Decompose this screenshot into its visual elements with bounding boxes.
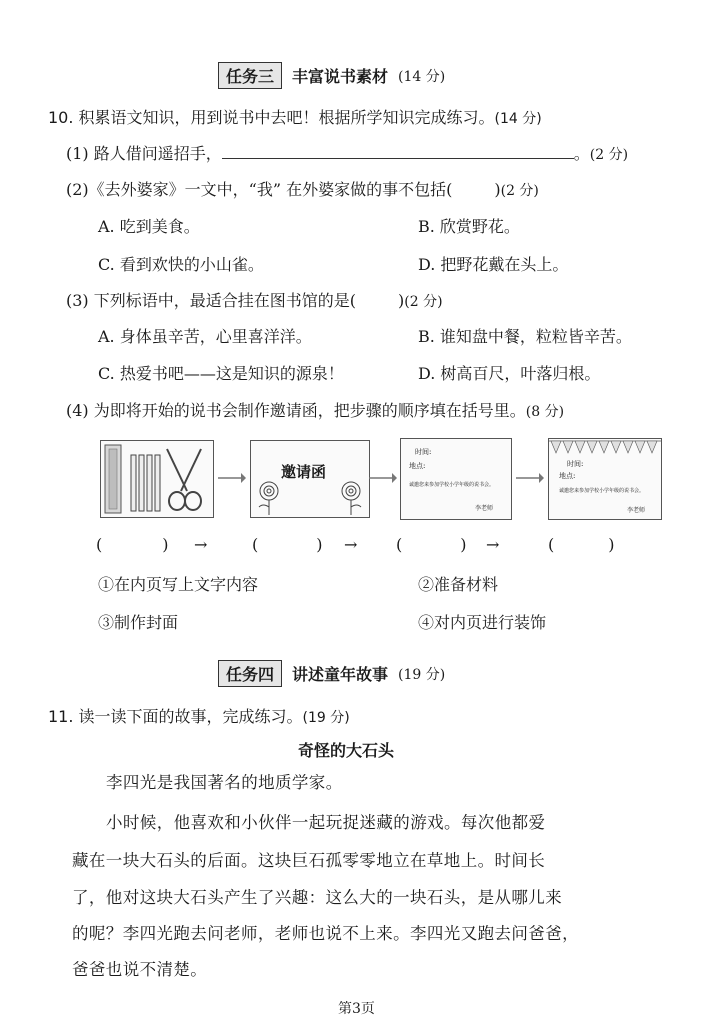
story-line-5: 的呢？李四光跑去问老师，老师也说不上来。李四光又跑去问爸爸， <box>72 924 579 943</box>
story-title: 奇怪的大石头 <box>298 741 395 760</box>
q10-p3-text: (3) 下列标语中，最适合挂在图书馆的是( <box>66 291 356 310</box>
q10-p2-option-a[interactable]: A. 吃到美食。 <box>98 217 200 236</box>
task4-header <box>218 660 445 687</box>
arrow-icon: → <box>486 535 500 554</box>
step-option-1: ①在内页写上文字内容 <box>98 575 259 594</box>
arrow-icon: → <box>194 535 208 554</box>
order-blank-4[interactable] <box>548 535 615 554</box>
step-image-inner-text <box>400 438 512 520</box>
q10-p1-answer-line[interactable] <box>222 144 574 159</box>
q10-p3-close: ) <box>398 291 405 310</box>
q10-p3-option-d[interactable]: D. 树高百尺，叶落归根。 <box>418 364 601 383</box>
task4-points: (19 分) <box>398 666 446 683</box>
q10-p2-points: (2 分) <box>500 183 539 199</box>
task4-label: 任务四 <box>218 660 282 687</box>
q10-p4-text: (4) 为即将开始的说书会制作邀请函，把步骤的顺序填在括号里。 <box>66 401 526 420</box>
q10-p2-option-c[interactable]: C. 看到欢快的小山雀。 <box>98 255 264 274</box>
order-blank-4-open: ( <box>548 535 555 554</box>
q10-part1 <box>66 141 628 164</box>
task3-name: 丰富说书素材 <box>292 67 389 86</box>
story-line-3: 藏在一块大石头的后面。这块巨石孤零零地立在草地上。时间长 <box>72 851 546 870</box>
order-blank-3-close: ) <box>460 535 467 554</box>
order-blank-1-open: ( <box>96 535 103 554</box>
story-line-2: 小时候，他喜欢和小伙伴一起玩捉迷藏的游戏。每次他都爱 <box>106 813 546 832</box>
decorated-place-label: 地点: <box>559 472 576 480</box>
q10-p3-option-b[interactable]: B. 谁知盘中餐，粒粒皆辛苦。 <box>418 327 632 346</box>
step-option-2: ②准备材料 <box>418 575 499 594</box>
step-option-3: ③制作封面 <box>98 613 179 632</box>
order-blank-3[interactable] <box>396 535 467 554</box>
task3-points: (14 分) <box>398 68 446 85</box>
task3-label: 任务三 <box>218 62 282 89</box>
q11-stem <box>48 704 350 727</box>
story-line-1: 李四光是我国著名的地质学家。 <box>106 773 343 792</box>
q10-part2 <box>66 177 539 200</box>
inner-place-label: 地点: <box>409 462 426 470</box>
decorated-sign: 李老师 <box>627 507 646 514</box>
q10-part4 <box>66 398 564 421</box>
q10-stem-text: 10. 积累语文知识，用到说书中去吧！根据所学知识完成练习。 <box>48 108 495 127</box>
q10-p3-option-c[interactable]: C. 热爱书吧——这是知识的源泉！ <box>98 364 344 383</box>
arrow-icon <box>368 472 398 484</box>
order-blank-2-close: ) <box>316 535 323 554</box>
decorated-body-text: 诚邀您来参加学校小学年级的说书会。 <box>559 488 645 494</box>
q11-points: (19 分) <box>302 710 350 726</box>
page-number: 第3页 <box>338 1001 375 1017</box>
q10-p3-option-a[interactable]: A. 身体虽辛苦，心里喜洋洋。 <box>98 327 312 346</box>
order-blank-1-close: ) <box>162 535 169 554</box>
q10-p2-text: (2)《去外婆家》一文中，“我” 在外婆家做的事不包括( <box>66 180 453 199</box>
q10-p2-option-d[interactable]: D. 把野花戴在头上。 <box>418 255 569 274</box>
q10-p1-text: (1) 路人借问遥招手， <box>66 144 222 163</box>
materials-illustration <box>101 441 213 517</box>
q10-p3-points: (2 分) <box>404 294 443 310</box>
q11-stem-text: 11. 读一读下面的故事，完成练习。 <box>48 707 303 726</box>
step-option-4: ④对内页进行装饰 <box>418 613 547 632</box>
order-blank-1[interactable] <box>96 535 169 554</box>
step-image-materials <box>100 440 214 518</box>
arrow-icon: → <box>344 535 358 554</box>
step-image-cover <box>250 440 370 518</box>
arrow-icon <box>515 472 545 484</box>
arrow-icon <box>217 472 247 484</box>
task4-name: 讲述童年故事 <box>292 665 389 684</box>
q10-p1-end: 。 <box>573 144 590 163</box>
order-blank-2-open: ( <box>252 535 259 554</box>
q10-p1-points: (2 分) <box>589 147 629 163</box>
story-line-6: 爸爸也说不清楚。 <box>72 960 208 979</box>
cover-title: 邀请函 <box>281 463 327 481</box>
q10-p2-option-b[interactable]: B. 欣赏野花。 <box>418 217 520 236</box>
q10-p4-points: (8 分) <box>525 404 565 420</box>
decorated-time-label: 时间: <box>567 460 584 468</box>
order-blank-4-close: ) <box>608 535 615 554</box>
story-line-4: 了，他对这块大石头产生了兴趣：这么大的一块石头，是从哪儿来 <box>72 888 563 907</box>
inner-sign: 李老师 <box>475 505 494 512</box>
task3-header <box>218 62 445 89</box>
flower-icon <box>251 441 369 517</box>
q10-stem <box>48 105 542 128</box>
q10-p2-close: ) <box>494 180 501 199</box>
bunting-icon <box>549 439 661 461</box>
order-blank-3-open: ( <box>396 535 403 554</box>
inner-body-text: 诚邀您来参加学校小学年级的说书会。 <box>409 482 495 488</box>
q10-points: (14 分) <box>494 111 542 127</box>
q10-part3 <box>66 288 443 311</box>
order-blank-2[interactable] <box>252 535 323 554</box>
inner-time-label: 时间: <box>415 448 432 456</box>
step-image-decorated <box>548 438 662 520</box>
